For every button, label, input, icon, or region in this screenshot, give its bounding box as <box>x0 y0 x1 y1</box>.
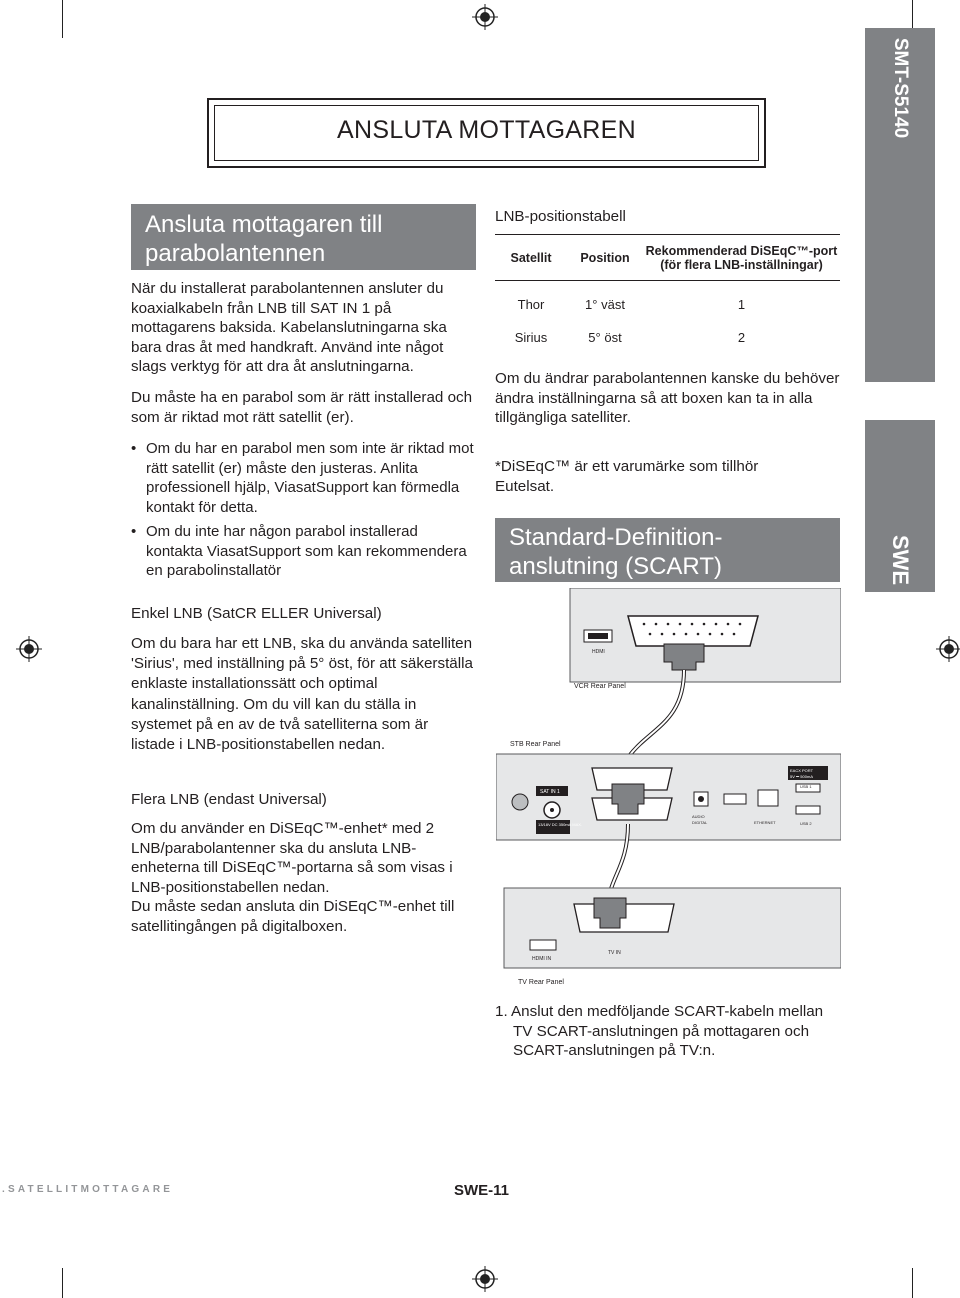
registration-mark-icon <box>16 636 42 662</box>
tv-label: TV Rear Panel <box>518 979 564 986</box>
scart-heading: Standard-Definition-anslutning (SCART) <box>495 518 840 582</box>
single-lnb-title: Enkel LNB (SatCR ELLER Universal) <box>131 605 382 622</box>
table-cell: Sirius <box>514 330 548 345</box>
page-number: SWE-11 <box>454 1182 510 1199</box>
language-side-tab <box>865 420 935 592</box>
audio-label: AUDIO <box>692 814 705 819</box>
registration-mark-icon <box>472 1266 498 1292</box>
bullet-list <box>131 439 476 586</box>
list-item: • Om du har en parabol men som inte är riktad mot rätt satellit (er) måste den justeras. Anlita professionell hjälp, ViasatSupport kan förmedla kontakt för detta. <box>131 439 476 517</box>
table-row <box>495 321 840 354</box>
vcr-hdmi-label: HDMI <box>592 649 605 655</box>
crop-mark <box>912 1268 913 1298</box>
eacx-power-label: 5V ⎓ 500mA <box>790 774 813 779</box>
table-cell: 1° väst <box>585 297 625 312</box>
sat-in-label: SAT IN 1 <box>540 789 560 795</box>
section-heading: Ansluta mottagaren till parabolantennen <box>131 204 476 270</box>
language-label: SWE <box>888 534 913 586</box>
multi-lnb-title: Flera LNB (endast Universal) <box>131 791 327 808</box>
step-1-paragraph: 1. Anslut den medföljande SCART-kabeln mellan TV SCART-anslutningen på mottagaren och SCART-anslutningen på TV:n. <box>495 1003 824 1060</box>
table-header: Satellit <box>495 235 567 281</box>
table-header-row <box>495 235 840 281</box>
single-lnb-paragraph: Om du bara har ett LNB, ska du använda satelliten 'Sirius', med inställning på 5° öst, för att säkerställa enklaste installationssätt och optimal kanalinställning. Om du vill kan du ställa in systemet på en av de två satelliterna som är listade i LNB-positionstabellen nedan. <box>131 635 473 754</box>
table-row <box>495 281 840 322</box>
model-side-tab <box>865 28 935 382</box>
list-item: • Om du inte har någon parabol installerad kontakta ViasatSupport som kan rekommendera en parabolinstallatör <box>131 522 476 581</box>
usb2-label: USB 2 <box>800 821 812 826</box>
eacx-port-label: EACX PORT <box>790 768 814 773</box>
table-cell: 1 <box>737 297 746 312</box>
crop-mark <box>62 1268 63 1298</box>
scart-connection-diagram <box>496 588 841 988</box>
stb-rear-panel <box>496 741 841 840</box>
table-header: Rekommenderad DiSEqC™-port (för flera LNB-inställningar) <box>643 235 840 281</box>
tv-hdmi-in-label: HDMI IN <box>532 956 552 962</box>
lnb-position-table <box>495 234 840 354</box>
multi-lnb-paragraph-2: Du måste sedan ansluta din DiSEqC™-enhet till satellitingången på digitalboxen. <box>131 898 455 935</box>
vcr-label: VCR Rear Panel <box>574 683 626 690</box>
change-dish-paragraph: Om du ändrar parabolantennen kanske du behöver ändra inställningarna så att boxen kan ta in alla tillgängliga satelliter. <box>495 370 840 427</box>
ethernet-label: ETHERNET <box>754 820 776 825</box>
crop-mark <box>62 0 63 38</box>
table-cell: Thor <box>517 297 545 312</box>
stb-label: STB Rear Panel <box>510 741 561 748</box>
multi-lnb-paragraph: Om du använder en DiSEqC™-enhet* med 2 LNB/parabolantenner ska du ansluta LNB-enheterna till DiSEqC™-portarna så som visas i LNB-positionstabellen nedan. <box>131 820 453 896</box>
page-title-box <box>207 98 766 168</box>
intro-paragraph: När du installerat parabolantennen ansluter du koaxialkabeln från LNB till SAT IN 1 på mottagarens baksida. Kabelanslutningarna ska bara dras åt med handkraft. Använd inte något slags verktyg för att dra åt anslutningarna. <box>131 280 447 376</box>
power-rating-label: 13/18V DC 350mA MAX. <box>538 822 583 827</box>
trademark-paragraph: *DiSEqC™ är ett varumärke som tillhör Eutelsat. <box>495 458 759 495</box>
table-title: LNB-positionstabell <box>495 208 626 225</box>
registration-mark-icon <box>472 4 498 30</box>
usb1-label: USB 1 <box>800 784 812 789</box>
registration-mark-icon <box>936 636 960 662</box>
tv-in-label: TV IN <box>608 950 621 956</box>
table-cell: 5° öst <box>588 330 622 345</box>
vcr-rear-panel <box>570 588 841 690</box>
model-label: SMT-S5140 <box>890 37 911 139</box>
table-cell: 2 <box>737 330 746 345</box>
page-title: ANSLUTA MOTTAGAREN <box>337 116 636 144</box>
digital-label: DIGITAL <box>692 820 708 825</box>
requirement-paragraph: Du måste ha en parabol som är rätt installerad och som är riktad mot rätt satellit (er). <box>131 389 473 426</box>
tv-rear-panel <box>504 888 841 986</box>
footer-product-label: .SATELLITMOTTAGARE <box>2 1184 174 1195</box>
table-header: Position <box>567 235 643 281</box>
